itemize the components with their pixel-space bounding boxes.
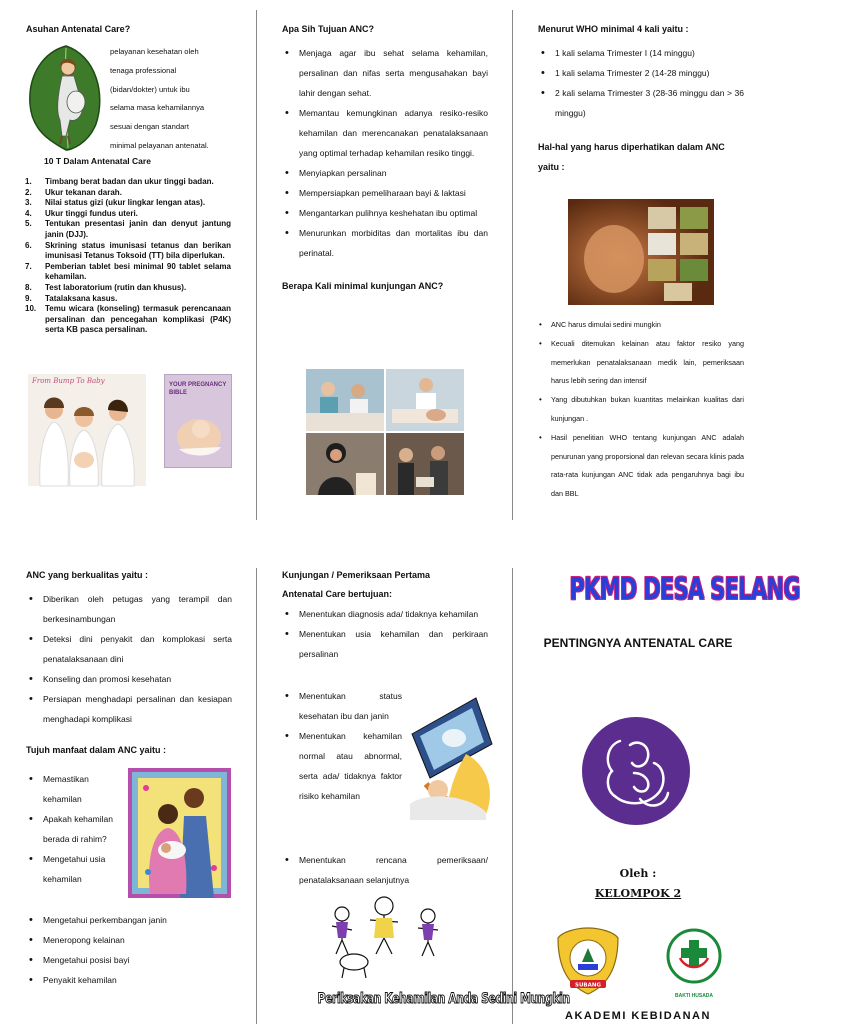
intro-line: pelayanan kesehatan oleh	[110, 47, 199, 56]
intro-line: tenaga professional	[110, 65, 177, 75]
subtitle-block	[520, 634, 756, 652]
tujuan-list	[282, 43, 488, 263]
ultrasound-illustration	[406, 694, 498, 820]
manfaat-heading: Tujuh manfaat dalam ANC yaitu :	[26, 745, 167, 755]
list-item: • Menentukan kehamilan normal atau abnormal, serta ada/ tidaknya faktor risiko kehamilan	[282, 726, 402, 806]
diperhatikan-heading: Hal-hal yang harus diperhatikan dalam ANC yaitu :	[538, 142, 725, 172]
pregnancy-bible-book	[164, 374, 232, 468]
list-item: • Menentukan diagnosis ada/ tidaknya kehamilan	[282, 604, 488, 624]
intro-text	[110, 43, 240, 156]
intro-line: (bidan/dokter) untuk ibu	[110, 84, 190, 94]
list-item: 6. Skrining status imunisasi tetanus dan berikan imunisasi Tetanus Toksoid (TT) bila diperlukan.	[25, 240, 231, 261]
clinic-photo	[386, 433, 464, 495]
panel-anc-berkualitas	[26, 570, 232, 755]
bakti-nugraha-shield-logo	[556, 926, 620, 996]
list-item: • Meneropong kelainan	[26, 930, 232, 950]
kunjungan-list	[282, 604, 488, 664]
list-item: • Mengetahui perkembangan janin	[26, 910, 232, 930]
list-item: • Menyiapkan persalinan	[282, 163, 488, 183]
clinic-photo	[306, 433, 384, 495]
mother-baby-illustration	[128, 768, 231, 898]
berkualitas-list	[26, 589, 232, 729]
panel-tujuan-anc	[282, 24, 488, 291]
list-item: • ANC harus dimulai sedini mungkin	[538, 316, 744, 335]
logo-caption: SUBANG	[575, 982, 601, 989]
panel-asuhan-antenatal	[26, 24, 232, 34]
oleh-label: Oleh :	[619, 867, 657, 880]
list-item: • Persiapan menghadapi persalinan dan kesiapan menghadapi komplikasi	[26, 689, 232, 729]
list-item: • 1 kali selama Trimester 2 (14-28 minggu)	[538, 63, 744, 83]
pregnant-woman-leaf-illustration	[26, 44, 106, 152]
kunjungan-heading: Berapa Kali minimal kunjungan ANC?	[282, 281, 444, 291]
list-heading	[44, 156, 234, 166]
list-item: 9. Tatalaksana kasus.	[25, 293, 118, 303]
panel-heading: Asuhan Antenatal Care?	[26, 24, 131, 34]
list-item: • Penyakit kehamilan	[26, 970, 232, 990]
column-divider	[512, 568, 513, 1024]
photo-caption: From Bump To Baby	[32, 377, 105, 385]
mother-child-logo	[580, 715, 692, 827]
list-item: • Memastikan kehamilan	[26, 769, 122, 809]
panel-who	[538, 24, 744, 177]
pregnancy-food-collage	[568, 199, 714, 305]
clinic-photo	[386, 369, 464, 431]
list-item: 7. Pemberian tablet besi minimal 90 tablet selama kehamilan.	[25, 261, 231, 282]
slogan-text: Periksakan Kehamilan Anda Sedini Mungkin	[317, 991, 570, 1007]
manfaat-list-a	[26, 769, 122, 889]
list-item: • Mengetahui posisi bayi	[26, 950, 232, 970]
kunjungan-list-end	[282, 850, 488, 890]
bakti-husada-logo	[666, 928, 722, 984]
list-item: 4. Ukur tinggi fundus uteri.	[25, 208, 138, 218]
list-item: 3. Nilai status gizi (ukur lingkar lengan atas).	[25, 198, 206, 208]
mothers-photo	[28, 374, 146, 486]
oleh-block	[520, 864, 756, 904]
pkmd-title: PKMD DESA SELANG	[569, 572, 800, 607]
panel-heading: Apa Sih Tujuan ANC?	[282, 24, 374, 34]
intro-line: minimal pelayanan antenatal.	[110, 140, 209, 150]
list-item: • Kecuali ditemukan kelainan atau faktor resiko yang memerlukan penatalaksanaan medik lain, pemeriksaan harus lebih sering dan intensif	[538, 335, 744, 391]
list-item: 5. Tentukan presentasi janin dan denyut jantung janin (DJJ).	[25, 219, 231, 239]
intro-line: selama masa kehamilannya	[110, 103, 205, 113]
children-drawing	[320, 892, 450, 982]
column-divider	[256, 568, 257, 1024]
logo-caption-block	[666, 984, 722, 1002]
ten-t-heading: 10 T Dalam Antenatal Care	[44, 156, 151, 166]
clinic-photo	[306, 369, 384, 431]
logo-caption: BAKTI HUSADA	[674, 993, 714, 999]
column-divider	[256, 10, 257, 520]
subtitle: PENTINGNYA ANTENATAL CARE	[543, 636, 733, 650]
list-item: • Menentukan usia kehamilan dan perkiraan persalinan	[282, 624, 488, 664]
kelompok-label: KELOMPOK 2	[594, 887, 682, 900]
list-item: 2. Ukur tekanan darah.	[25, 187, 122, 197]
academy-block	[520, 1006, 756, 1024]
diperhatikan-list	[538, 316, 744, 504]
list-item: • Deteksi dini penyakit dan komplokasi serta penatalaksanaan dini	[26, 629, 232, 669]
panel-subheading: Antenatal Care bertujuan:	[282, 589, 393, 599]
list-item: 1. Timbang berat badan dan ukur tinggi badan.	[25, 177, 214, 186]
list-item: • 1 kali selama Trimester I (14 minggu)	[538, 43, 744, 63]
ten-t-list	[25, 177, 231, 336]
manfaat-list-b	[26, 910, 232, 990]
panel-heading: Menurut WHO minimal 4 kali yaitu :	[538, 24, 689, 34]
list-item: • Mengantarkan pulihnya keshehatan ibu optimal	[282, 203, 488, 223]
intro-line: sesuai dengan standart	[110, 122, 189, 132]
title-block	[520, 572, 800, 607]
list-item: • Mempersiapkan pemeliharaan bayi & laktasi	[282, 183, 488, 203]
column-divider	[512, 10, 513, 520]
list-item: • Menjaga agar ibu sehat selama kehamilan, persalinan dan nifas serta mengusahakan bayi lahir dengan sehat.	[282, 43, 488, 103]
panel-heading: Kunjungan / Pemeriksaan Pertama	[282, 570, 431, 580]
list-item: • Menentukan status kesehatan ibu dan janin	[282, 686, 402, 726]
list-item: • Diberikan oleh petugas yang terampil dan berkesinambungan	[26, 589, 232, 629]
kunjungan-list-narrow	[282, 686, 402, 806]
list-item: • Mengetahui usia kehamilan	[26, 849, 122, 889]
slogan-box	[282, 990, 570, 1008]
panel-heading: ANC yang berkualitas yaitu :	[26, 570, 149, 580]
academy-name: AKADEMI KEBIDANAN	[565, 1010, 711, 1022]
list-item: • Hasil penelitian WHO tentang kunjungan ANC adalah penurunan yang proporsional dan relevan secara klinis pada rata-rata kunjungan ANC tidak ada pengaruhnya bagi ibu dan BBL	[538, 429, 744, 504]
book-title: YOUR PREGNANCY BIBLE	[169, 382, 227, 396]
list-item: 8. Test laboratorium (rutin dan khusus).	[25, 282, 187, 292]
list-item: • Apakah kehamilan berada di rahim?	[26, 809, 122, 849]
list-item: • Memantau kemungkinan adanya resiko-resiko kehamilan dan merencanakan penatalaksanaan yang optimal terhadap kehamilan resiko tinggi.	[282, 103, 488, 163]
list-item: • Konseling dan promosi kesehatan	[26, 669, 232, 689]
list-item: 10. Temu wicara (konseling) termasuk perencanaan persalinan dan pencegahan komplikasi (P4K) serta KB pasca persalinan.	[25, 304, 231, 335]
panel-kunjungan-pertama	[282, 566, 488, 664]
list-item: • 2 kali selama Trimester 3 (28-36 minggu dan > 36 minggu)	[538, 83, 744, 123]
list-item: • Yang dibutuhkan bukan kuantitas melainkan kualitas dari kunjungan .	[538, 391, 744, 429]
who-list	[538, 43, 744, 123]
list-item: • Menentukan rencana pemeriksaan/ penatalaksanaan selanjutnya	[282, 850, 488, 890]
list-item: • Menurunkan morbiditas dan mortalitas ibu dan perinatal.	[282, 223, 488, 263]
clinic-photo-collage	[306, 369, 464, 495]
